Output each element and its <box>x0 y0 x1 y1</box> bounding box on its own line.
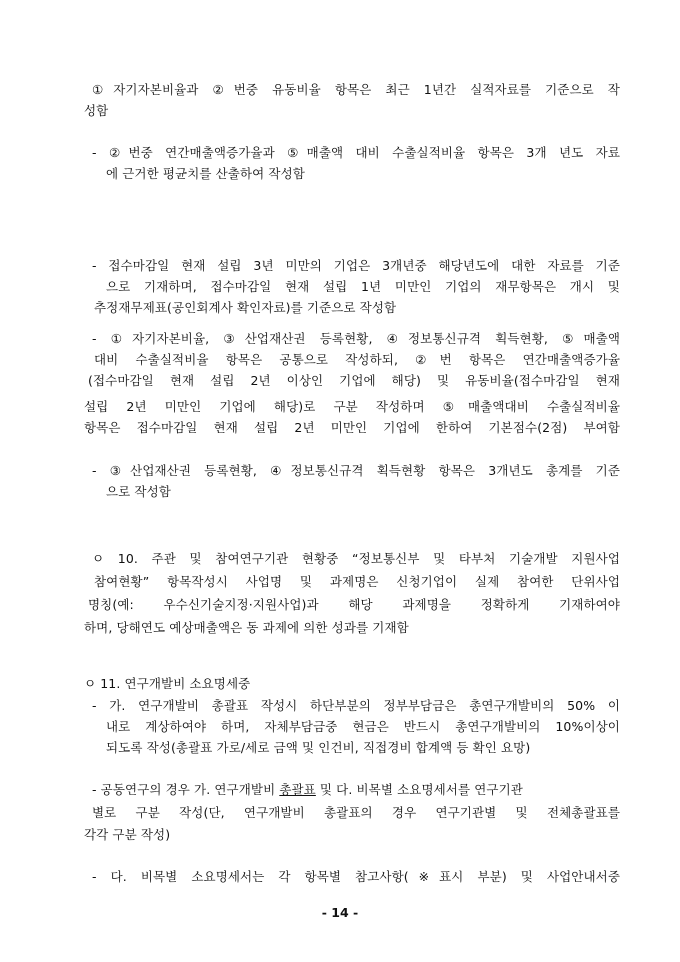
para2-line2: 에 근거한 평균치를 산출하여 작성함 <box>106 166 305 181</box>
para4-line1: - ①자기자본비율, ③산업재산권 등록현황, ④정보통신규격 획득현황, ⑤매출액 <box>92 331 620 346</box>
para5-line2: 으로 작성함 <box>106 484 171 499</box>
para1-line2: 성함 <box>84 103 109 118</box>
para3-line1: - 접수마감일 현재 설립 3년 미만의 기업은 3개년중 해당년도에 대한 자료를 기준 <box>92 258 620 273</box>
para6-line1: ㅇ 10. 주관 및 참여연구기관 현황중 “정보통신부 및 타부처 기술개발 지원사업 <box>92 551 620 566</box>
para1-line1: ①자기자본비율과 ②번중 유동비율 항목은 최근 1년간 실적자료를 기준으로 작 <box>92 82 620 97</box>
para7-line3: 되도록 작성(총괄표 가로/세로 금액 및 인건비, 직접경비 합계액 등 확인 요망) <box>106 740 531 755</box>
para6-line4: 하며, 당해연도 예상매출액은 동 과제에 의한 성과를 기재함 <box>84 620 409 635</box>
para7-line1: - 가. 연구개발비 총괄표 작성시 하단부분의 정부부담금은 총연구개발비의 50% 이 <box>92 698 620 713</box>
para4-line2: 대비 수출실적비율 항목은 공통으로 작성하되, ②번 항목은 연간매출액증가율 <box>94 352 620 367</box>
para2-line1: - ②번중 연간매출액증가율과 ⑤매출액 대비 수출실적비율 항목은 3개 년도 자료 <box>92 145 620 160</box>
para3-line2: 으로 기재하며, 접수마감일 현재 설립 1년 미만인 기업의 재무항목은 개시 및 <box>106 279 620 294</box>
para8-line1-end: 및 다. 비목별 소요명세서를 연구기관 <box>315 782 523 797</box>
para6-line3: 명칭(예: 우수신기술지정·지원사업)과 해당 과제명을 정확하게 기재하여야 <box>88 597 620 612</box>
section-11-heading: ㅇ 11. 연구개발비 소요명세중 <box>84 676 251 691</box>
para8-line1 <box>92 782 523 798</box>
para4-line4: 설립 2년 미만인 기업에 해당)로 구분 작성하며 ⑤매출액대비 수출실적비율 <box>84 399 620 414</box>
para4-line3: (접수마감일 현재 설립 2년 이상인 기업에 해당) 및 유동비율(접수마감일 현재 <box>88 373 620 388</box>
para6-line2: 참여현황” 항목작성시 사업명 및 과제명은 신청기업이 실제 참여한 단위사업 <box>94 574 620 589</box>
para5-line1: - ③산업재산권 등록현황, ④정보통신규격 획득현황 항목은 3개년도 총계를 기준 <box>92 463 620 478</box>
para7-line2: 내로 계상하여야 하며, 자체부담금중 현금은 반드시 총연구개발비의 10%이상이 <box>106 719 620 734</box>
para8-line1-start: - 공동연구의 경우 가. 연구개발비 <box>92 782 280 797</box>
para8-line2: 별로 구분 작성(단, 연구개발비 총괄표의 경우 연구기관별 및 전체총괄표를 <box>92 805 620 820</box>
para9-line1: - 다. 비목별 소요명세서는 각 항목별 참고사항(※표시 부분) 및 사업안내서중 <box>92 869 620 884</box>
para8-line3: 각각 구분 작성) <box>84 827 171 842</box>
para4-line5: 항목은 접수마감일 현재 설립 2년 미만인 기업에 한하여 기본점수(2점) 부여함 <box>84 420 620 435</box>
underlined-term: 총괄표 <box>279 782 316 797</box>
para3-line3: 추정재무제표(공인회계사 확인자료)를 기준으로 작성함 <box>94 300 397 315</box>
page-number: - 14 - <box>321 905 359 920</box>
